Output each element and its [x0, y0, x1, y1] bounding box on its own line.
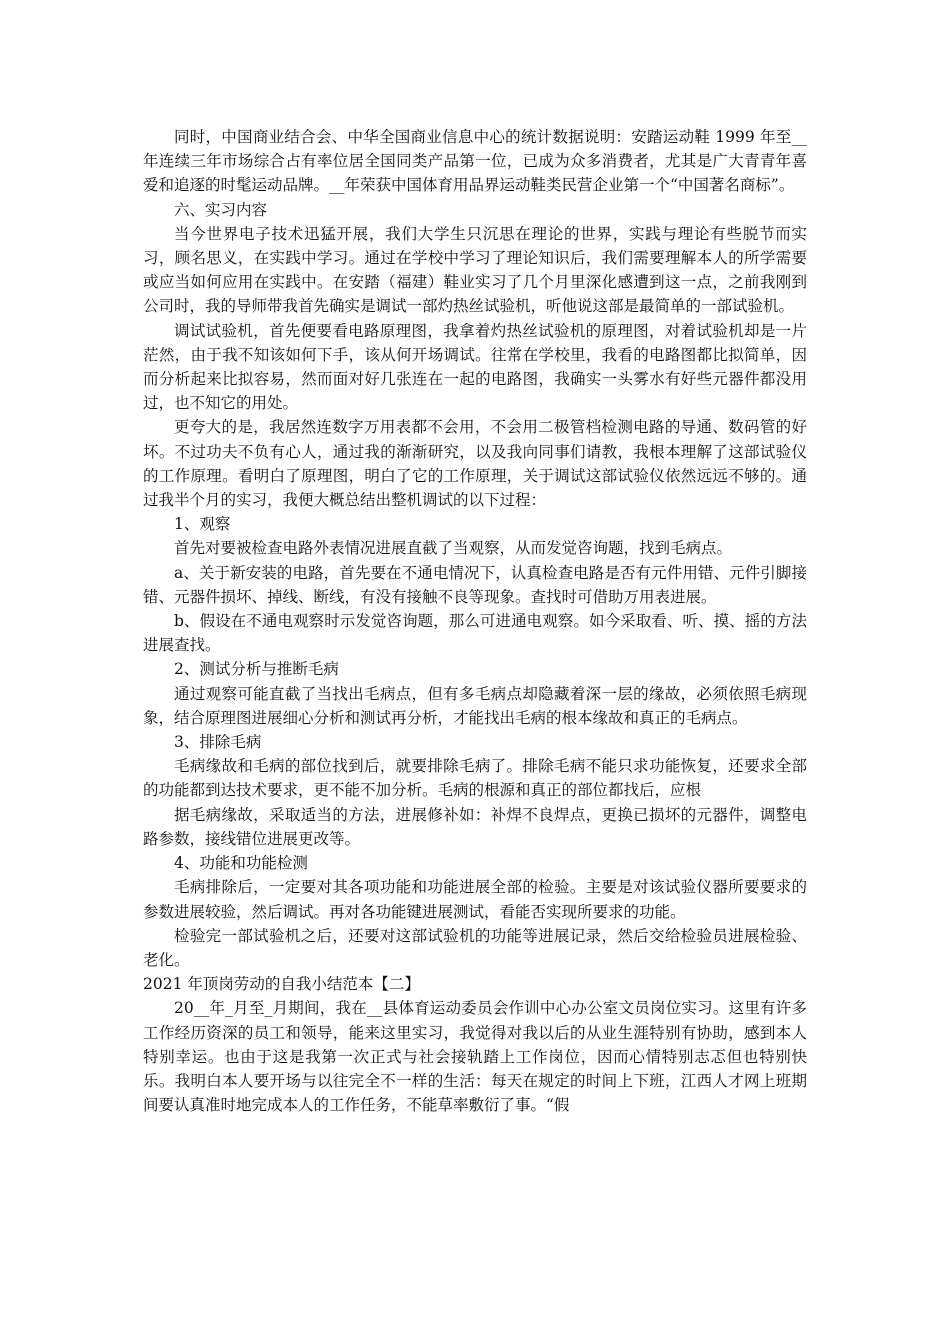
heading-fix: 3、排除毛病 [174, 733, 262, 752]
paragraph-summary-two: 20__年_月至_月期间，我在__县体育运动委员会作训中心办公室文员岗位实习。这里有许多工作经历资深的员工和领导，能来这里实习，我觉得对我以后的从业生涯特别有协助，感到本人特别幸运。也由于这是我第一次正式与社会接轨踏上工作岗位，因而心情特别志忑但也特别快乐。我明白本人要开场与以往完全不一样的生活：每天在规定的时间上下班，江西人才网上班期间要认真准时地完成本人的工作任务，不能草率敷衍了事。“假 [143, 999, 807, 1115]
paragraph-observe-b: b、假设在不通电观察时示发觉咨询题，那么可进通电观察。如今采取看、听、摸、摇的方法进展查找。 [143, 612, 807, 655]
paragraph-observe: 首先对要被检查电路外表情况进展直截了当观察，从而发觉咨询题，找到毛病点。 [174, 539, 733, 558]
paragraph-observe-a: a、关于新安装的电路，首先要在不通电情况下，认真检查电路是否有元件用错、元件引脚接错、元器件损坏、掉线、断线，有没有接触不良等现象。查找时可借助万用表进展。 [143, 563, 807, 606]
heading-observe: 1、观察 [174, 515, 231, 534]
paragraph-stats: 同时，中国商业结合会、中华全国商业信息中心的统计数据说明：安踏运动鞋 1999 年至__年连续三年市场综合占有率位居全国同类产品第一位，已成为众多消费者，尤其是广大青青年喜爱和追逐的时髦运动品牌。__年荣获中国体育用品界运动鞋类民营企业第一个“中国著名商标”。 [143, 128, 807, 195]
paragraph-fix-2: 据毛病缘故，采取适当的方法，进展修补如：补焊不良焊点，更换已损坏的元器件，调整电路参数，接线错位进展更改等。 [143, 805, 807, 848]
document-page [143, 125, 807, 1117]
paragraph-test: 毛病排除后，一定要对其各项功能和功能进展全部的检验。主要是对该试验仪器所要要求的参数进展较验，然后调试。再对各功能键进展测试，看能否实现所要求的功能。 [143, 878, 807, 921]
paragraph-multimeter: 更夸大的是，我居然连数字万用表都不会用，不会用二极管档检测电路的导通、数码管的好坏。不过功夫不负有心人，通过我的渐渐研究，以及我向同事们请教，我根本理解了这部试验仪的工作原理。看明白了原理图，明白了它的工作原理，关于调试这部试验仪依然远远不够的。通过我半个月的实习，我便大概总结出整机调试的以下过程： [143, 418, 807, 510]
section-title-two: 2021 年顶岗劳动的自我小结范本【二】 [143, 975, 420, 994]
paragraph-inspection: 检验完一部试验机之后，还要对这部试验机的功能等进展记录，然后交给检验员进展检验、老化。 [143, 926, 807, 969]
heading-test: 4、功能和功能检测 [174, 854, 308, 873]
paragraph-analyze: 通过观察可能直截了当找出毛病点，但有多毛病点却隐藏着深一层的缘故，必须依照毛病现象，结合原理图进展细心分析和测试再分析，才能找出毛病的根本缘故和真正的毛病点。 [143, 684, 807, 727]
heading-internship-content: 六、实习内容 [174, 200, 268, 219]
paragraph-debugging: 调试试验机，首先便要看电路原理图，我拿着灼热丝试验机的原理图，对着试验机却是一片茫然，由于我不知该如何下手，该从何开场调试。往常在学校里，我看的电路图都比拟简单，因而分析起来比拟容易，然而面对好几张连在一起的电路图，我确实一头雾水有好些元器件都没用过，也不知它的用处。 [143, 321, 807, 413]
paragraph-intro: 当今世界电子技术迅猛开展，我们大学生只沉思在理论的世界，实践与理论有些脱节而实习，顾名思义，在实践中学习。通过在学校中学习了理论知识后，我们需要理解本人的所学需要或应当如何应用在实践中。在安踏（福建）鞋业实习了几个月里深化感遭到这一点，之前我刚到公司时，我的导师带我首先确实是调试一部灼热丝试验机，听他说这部是最简单的一部试验机。 [143, 224, 807, 316]
heading-analyze: 2、测试分析与推断毛病 [174, 660, 339, 679]
paragraph-fix-1: 毛病缘故和毛病的部位找到后，就要排除毛病了。排除毛病不能只求功能恢复，还要求全部的功能都到达技术要求，更不能不加分析。毛病的根源和真正的部位都找后，应根 [143, 757, 807, 800]
